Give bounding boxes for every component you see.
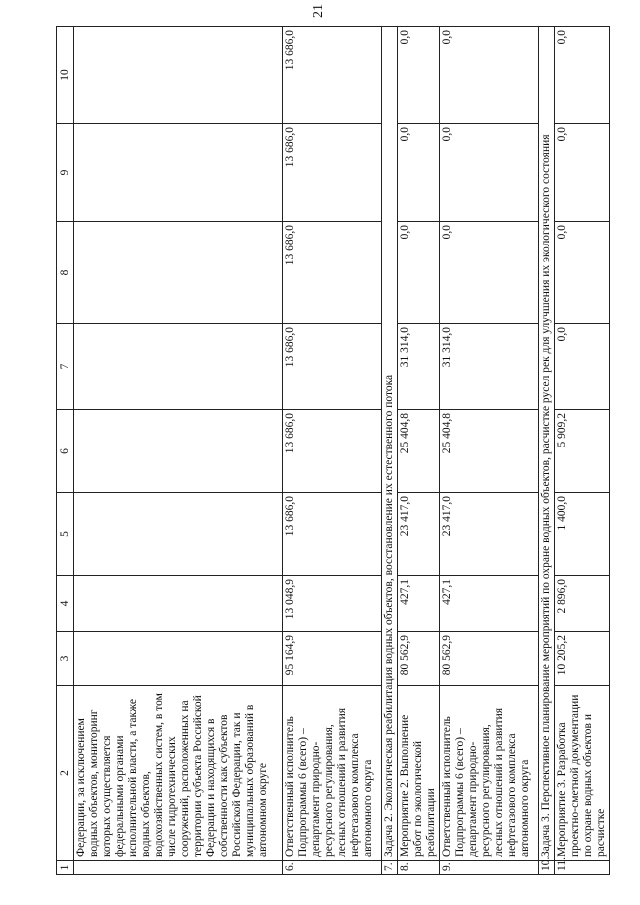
value-cell: 13 686,0 — [283, 124, 382, 222]
value-cell: 13 686,0 — [283, 493, 382, 576]
header-cell: 7 — [57, 324, 74, 410]
header-cell: 6 — [57, 410, 74, 493]
value-cell: 0,0 — [398, 222, 440, 324]
header-cell: 9 — [57, 124, 74, 222]
row-index: 7. — [382, 861, 398, 875]
value-cell: 13 686,0 — [283, 222, 382, 324]
table-row-continuation — [74, 27, 283, 875]
value-cell: 1 400,0 — [555, 493, 610, 576]
header-cell: 5 — [57, 493, 74, 576]
table-row-10 — [539, 27, 555, 875]
row-index: 11. — [555, 861, 610, 875]
task-heading: Задача 3. Перспективное планирование мероприятий по охране водных объектов, расчистке русел рек для улучшения их экологического состояния — [539, 27, 555, 861]
task-heading: Задача 2. Экологическая реабилитация водных объектов, восстановление их естественного потока — [382, 27, 398, 861]
table-row-6 — [283, 27, 382, 875]
row-name: Ответственный исполнитель Подпрограммы 6 (всего) – департамент природно-ресурсного регулирования, лесных отношений и развития нефтегазового комплекса автономного округа — [440, 686, 539, 861]
value-cell: 427,1 — [398, 576, 440, 632]
table-row-8 — [398, 27, 440, 875]
header-cell: 8 — [57, 222, 74, 324]
value-cell: 31 314,0 — [398, 324, 440, 410]
value-cell: 95 164,9 — [283, 632, 382, 686]
header-cell: 10 — [57, 27, 74, 124]
value-cell: 0,0 — [555, 222, 610, 324]
value-cell: 2 896,0 — [555, 576, 610, 632]
row-name: Мероприятие 3. Разработка проектно-сметной документации по охране водных объектов и расчистке — [555, 686, 610, 861]
value-cell: 31 314,0 — [440, 324, 539, 410]
value-cell — [74, 493, 283, 576]
value-cell: 25 404,8 — [398, 410, 440, 493]
value-cell: 0,0 — [555, 124, 610, 222]
value-cell: 23 417,0 — [398, 493, 440, 576]
value-cell: 0,0 — [440, 27, 539, 124]
table-header-row — [57, 27, 74, 875]
value-cell: 23 417,0 — [440, 493, 539, 576]
row-index: 10. — [539, 861, 555, 875]
value-cell: 13 048,9 — [283, 576, 382, 632]
row-index: 9. — [440, 861, 539, 875]
value-cell: 5 909,2 — [555, 410, 610, 493]
value-cell — [74, 324, 283, 410]
header-cell: 1 — [57, 861, 74, 875]
value-cell — [74, 222, 283, 324]
value-cell: 0,0 — [440, 222, 539, 324]
value-cell: 0,0 — [440, 124, 539, 222]
value-cell: 0,0 — [555, 27, 610, 124]
value-cell: 80 562,9 — [440, 632, 539, 686]
row-name: Мероприятие 2. Выполнение работ по экологической реабилитации — [398, 686, 440, 861]
header-cell: 3 — [57, 632, 74, 686]
table-row-9 — [440, 27, 539, 875]
value-cell — [74, 124, 283, 222]
value-cell: 427,1 — [440, 576, 539, 632]
row-name: Федерации, за исключением водных объектов, мониторинг которых осуществляется федеральными органами исполнительной власти, а также водных объектов, водохозяйственных систем, в том числе гидротехнических сооружений, расположенных на территории субъекта Российской Федерации и находящихся в собственности как субъектов Российской Федерации, так и муниципальных образований в автономном округе — [74, 686, 283, 861]
value-cell: 10 205,2 — [555, 632, 610, 686]
page-number: 21 — [311, 4, 326, 18]
rotated-table-container — [56, 27, 607, 875]
row-index: 8. — [398, 861, 440, 875]
value-cell: 25 404,8 — [440, 410, 539, 493]
budget-table — [56, 26, 610, 875]
value-cell: 80 562,9 — [398, 632, 440, 686]
table-row-7 — [382, 27, 398, 875]
value-cell: 0,0 — [555, 324, 610, 410]
value-cell: 0,0 — [398, 27, 440, 124]
header-cell: 2 — [57, 686, 74, 861]
value-cell — [74, 632, 283, 686]
table-row-11 — [555, 27, 610, 875]
value-cell: 0,0 — [398, 124, 440, 222]
row-name: Ответственный исполнитель Подпрограммы 6 (всего) – департамент природно-ресурсного регулирования, лесных отношений и развития нефтегазового комплекса автономного округа — [283, 686, 382, 861]
value-cell: 13 686,0 — [283, 27, 382, 124]
row-index: 6. — [283, 861, 382, 875]
value-cell: 13 686,0 — [283, 324, 382, 410]
value-cell: 13 686,0 — [283, 410, 382, 493]
row-index — [74, 861, 283, 875]
header-cell: 4 — [57, 576, 74, 632]
value-cell — [74, 576, 283, 632]
value-cell — [74, 410, 283, 493]
value-cell — [74, 27, 283, 124]
